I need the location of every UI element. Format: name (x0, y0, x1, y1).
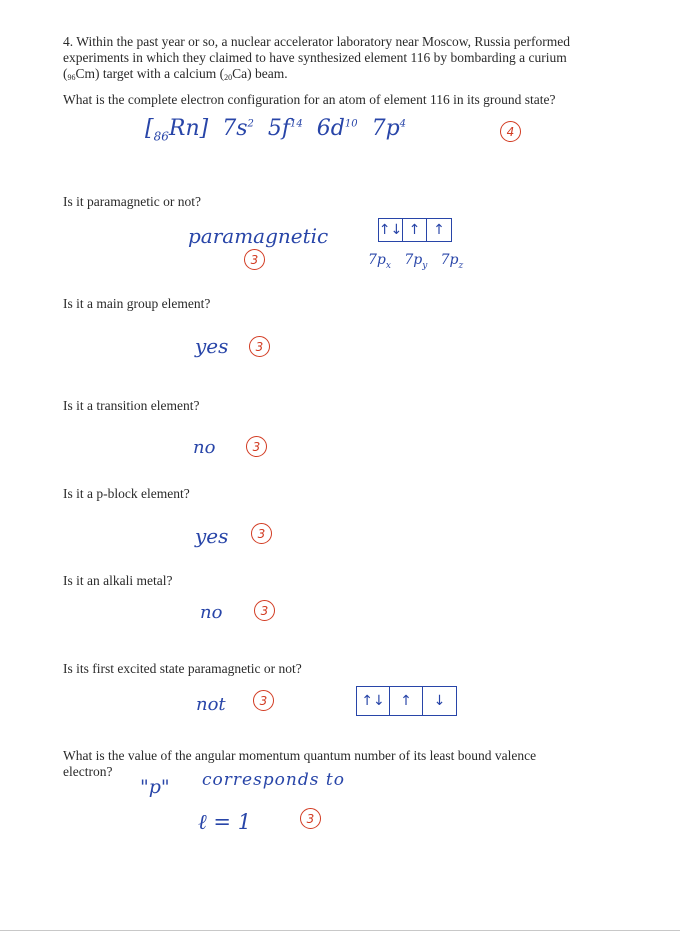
orbital-diagram-ground (378, 218, 452, 242)
question-angular-momentum-line-2: electron? (63, 764, 113, 779)
score-main-group: 3 (249, 336, 270, 357)
question-main-group: Is it a main group element? (63, 296, 211, 311)
orbital-excited-1: ↑↓ (357, 687, 390, 715)
config-core-bracket: [ (145, 116, 154, 141)
question-intro (63, 34, 643, 86)
question-excited-state: Is its first excited state paramagnetic or not? (63, 661, 302, 676)
answer-transition: no (193, 437, 216, 458)
answer-p-orbital: "p" (140, 776, 170, 798)
answer-main-group: yes (195, 334, 229, 358)
orbital-label-y: $7p_y$ (404, 252, 428, 271)
orbital-excited-2: ↑ (390, 687, 423, 715)
intro-curium-text: Cm) target with a calcium ( (75, 66, 225, 81)
orbital-excited-3: ↓ (433, 693, 446, 709)
config-core-sub: 86 (153, 129, 169, 144)
intro-line-2: experiments in which they claimed to have synthesized element 116 by bombarding a curium (63, 50, 567, 65)
question-paramagnetic: Is it paramagnetic or not? (63, 194, 201, 209)
question-angular-momentum-line-1: What is the value of the angular momentum quantum number of its least bound valence (63, 748, 537, 763)
answer-electron-config (145, 116, 406, 143)
orbital-label-x: $7p_x$ (368, 252, 391, 271)
answer-alkali-metal: no (200, 602, 223, 623)
config-term-5f: 5f (267, 116, 291, 141)
question-electron-config: What is the complete electron configuration for an atom of element 116 in its ground state? (63, 92, 556, 107)
score-paramagnetic: 3 (244, 249, 265, 270)
intro-calcium-text: Ca) beam. (232, 66, 288, 81)
question-transition: Is it a transition element? (63, 398, 200, 413)
score-angular-momentum: 3 (300, 808, 321, 829)
orbital-labels (368, 252, 463, 271)
score-transition: 3 (246, 436, 267, 457)
score-excited-state: 3 (253, 690, 274, 711)
config-term-7s: 7s (222, 116, 248, 141)
answer-paramagnetic: paramagnetic (188, 224, 329, 248)
intro-line-1: 4. Within the past year or so, a nuclear accelerator laboratory near Moscow, Russia performed (63, 34, 571, 49)
question-p-block: Is it a p-block element? (63, 486, 190, 501)
orbital-7pz: ↑ (433, 222, 445, 238)
config-term-5f-sup: 14 (290, 118, 303, 130)
score-p-block: 3 (251, 523, 272, 544)
intro-paren: ( (63, 66, 68, 81)
answer-excited-state: not (196, 694, 226, 715)
orbital-7px: ↑↓ (379, 219, 403, 241)
config-term-7p-sup: 4 (399, 118, 407, 130)
answer-p-block: yes (195, 524, 229, 548)
orbital-label-z: $7p_z$ (440, 252, 464, 271)
score-electron-config: 4 (500, 121, 521, 142)
config-core-element: Rn] (168, 116, 209, 141)
answer-l-value: ℓ = 1 (198, 810, 252, 834)
orbital-diagram-excited (356, 686, 457, 716)
intro-line-3 (63, 66, 643, 86)
score-alkali-metal: 3 (254, 600, 275, 621)
orbital-7py: ↑ (403, 219, 427, 241)
config-term-6d-sup: 10 (344, 118, 358, 130)
curium-atomic-number: 96 (67, 73, 76, 82)
config-term-7p: 7p (371, 116, 400, 141)
question-alkali-metal: Is it an alkali metal? (63, 573, 173, 588)
config-term-6d: 6d (316, 116, 345, 141)
calcium-atomic-number: 20 (224, 73, 233, 82)
config-term-7s-sup: 2 (247, 118, 254, 130)
page-bottom-edge (0, 930, 680, 931)
answer-corresponds-to: corresponds to (202, 770, 345, 790)
